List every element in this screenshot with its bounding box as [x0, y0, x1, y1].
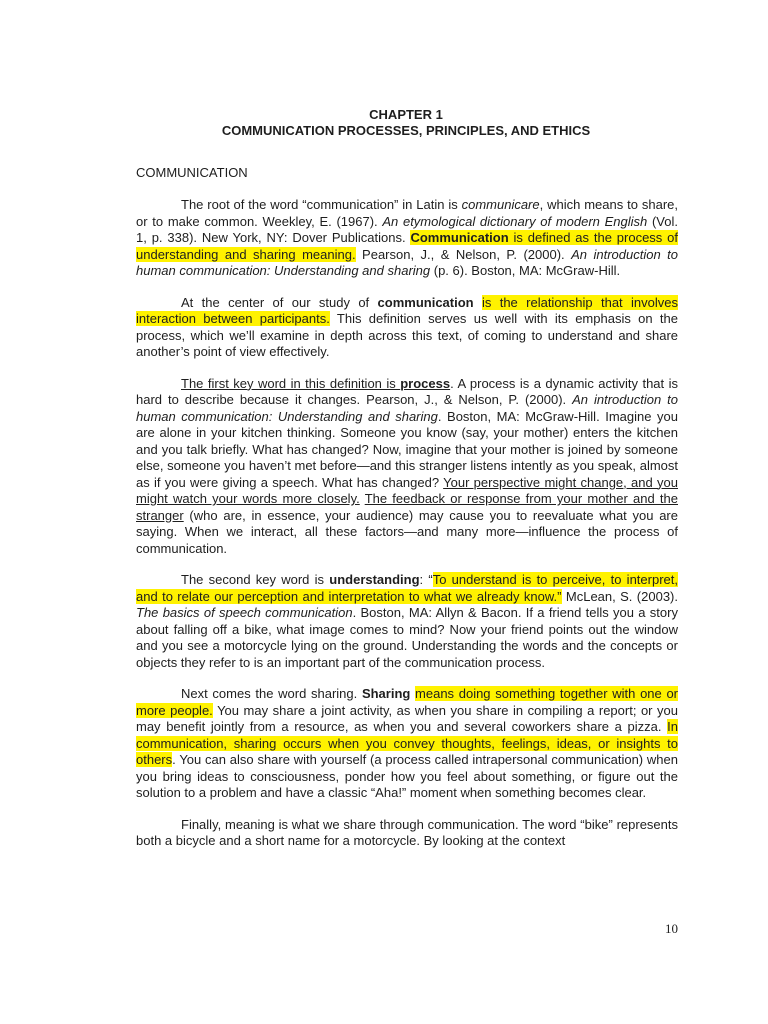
- p1-text: , which means to share, or to make common. Weekley, E. (1967).: [136, 197, 678, 229]
- p3-text: (who are, in essence, your audience) may cause you to reevaluate what you are saying. When we interact, all these factors—and many more—influence the process of communication.: [136, 507, 678, 556]
- chapter-label: CHAPTER 1: [369, 107, 443, 122]
- p1-text: (Vol. 1, p. 338). New York, NY: Dover Publications.: [136, 213, 678, 245]
- p1-latin-term: communicare: [461, 197, 540, 212]
- p4-text: : “: [419, 572, 433, 587]
- p3-text: . Boston, MA: McGraw-Hill. Imagine you are alone in your kitchen thinking. Someone you know (say, your mother) enters the kitchen and you talk briefly. What has changed? Now, imagine that your mother is joined by someone else, someone you haven’t met before—and this stranger listens intently as you speak, almost as if you were giving a speech. What has changed?: [136, 408, 678, 490]
- p5-bold-term: Sharing: [361, 686, 411, 701]
- p4-text: The second key word is: [181, 572, 330, 587]
- p3-underlined-text: Your perspective might change, and you might watch your words more closely.: [136, 474, 678, 506]
- p2-text: [474, 295, 482, 310]
- paragraph-4: [136, 572, 678, 671]
- p5-text: You may share a joint activity, as when you share in compiling a report; or you may benefit jointly from a resource, as when you and several coworkers share a pizza.: [136, 702, 678, 734]
- paragraph-3: [136, 376, 678, 558]
- p2-highlight-definition: is the relationship that involves interaction between participants.: [136, 294, 678, 326]
- p1-highlight-definition: is defined as the process of understanding and sharing meaning.: [136, 230, 679, 262]
- p4-text: McLean, S. (2003).: [561, 588, 678, 604]
- paragraph-5: [136, 686, 678, 802]
- paragraph-6: [136, 817, 678, 850]
- p4-citation-title: The basics of speech communication: [136, 605, 353, 620]
- p1-text: Pearson, J., & Nelson, P. (2000).: [355, 246, 572, 262]
- p2-text: At the center of our study of: [181, 294, 378, 310]
- chapter-title: COMMUNICATION PROCESSES, PRINCIPLES, AND ETHICS: [221, 123, 591, 138]
- page-number: 10: [665, 921, 678, 936]
- p5-text: Next comes the word sharing.: [181, 686, 362, 701]
- p1-text: The root of the word “communication” in Latin is: [181, 197, 462, 212]
- p5-text: . You can also share with yourself (a process called intrapersonal communication) when you bring ideas to consciousness, ponder how you feel about something, or figure out the solution to a problem and have a classic “Aha!” moment when something becomes clear.: [136, 752, 678, 800]
- p4-bold-term: understanding: [329, 572, 420, 587]
- p5-highlight-sentence: In communication, sharing occurs when you convey thoughts, feelings, ideas, or insights to others: [136, 719, 678, 767]
- p4-text: . Boston, MA: Allyn & Bacon. If a friend tells you a story about falling off a bike, what image comes to mind? Now your friend points out the window and you see a motorcycle lying on the ground. Understanding the words and the concepts or objects they refer to is an important part of the communication process.: [136, 605, 678, 670]
- section-title: COMMUNICATION: [136, 165, 248, 180]
- paragraph-2: [136, 295, 678, 361]
- p3-text: . A process is a dynamic activity that is hard to describe because it changes. Pearson, J., & Nelson, P. (2000).: [136, 375, 679, 407]
- p1-highlight-term: Communication: [410, 230, 509, 245]
- p3-underlined-text: The first key word in this definition is: [181, 375, 401, 391]
- paragraph-1: [136, 197, 678, 280]
- p1-citation-title: An introduction to human communication: Understanding and sharing: [136, 246, 678, 278]
- p6-text: Finally, meaning is what we share through communication. The word “bike” represents both a bicycle and a short name for a motorcycle. By looking at the context: [136, 816, 678, 848]
- p1-text: (p. 6). Boston, MA: McGraw-Hill.: [430, 263, 621, 278]
- p3-underlined-text: The feedback or response from your mother and the stranger: [136, 491, 678, 523]
- body-text: [136, 197, 678, 865]
- p3-bold-term: process: [400, 375, 451, 391]
- p2-bold-term: communication: [377, 294, 474, 310]
- p4-highlight-quote: To understand is to perceive, to interpret, and to relate our perception and interpretation to what we already know.”: [136, 572, 678, 604]
- p2-text: This definition serves us well with its emphasis on the process, which we’ll examine in depth across this text, of coming to understand and share another’s point of view effectively.: [136, 311, 678, 359]
- p5-highlight-definition: means doing something together with one or more people.: [136, 686, 678, 718]
- p3-citation-title: An introduction to human communication: Understanding and sharing: [136, 392, 678, 424]
- p1-citation-title: An etymological dictionary of modern English: [382, 213, 648, 229]
